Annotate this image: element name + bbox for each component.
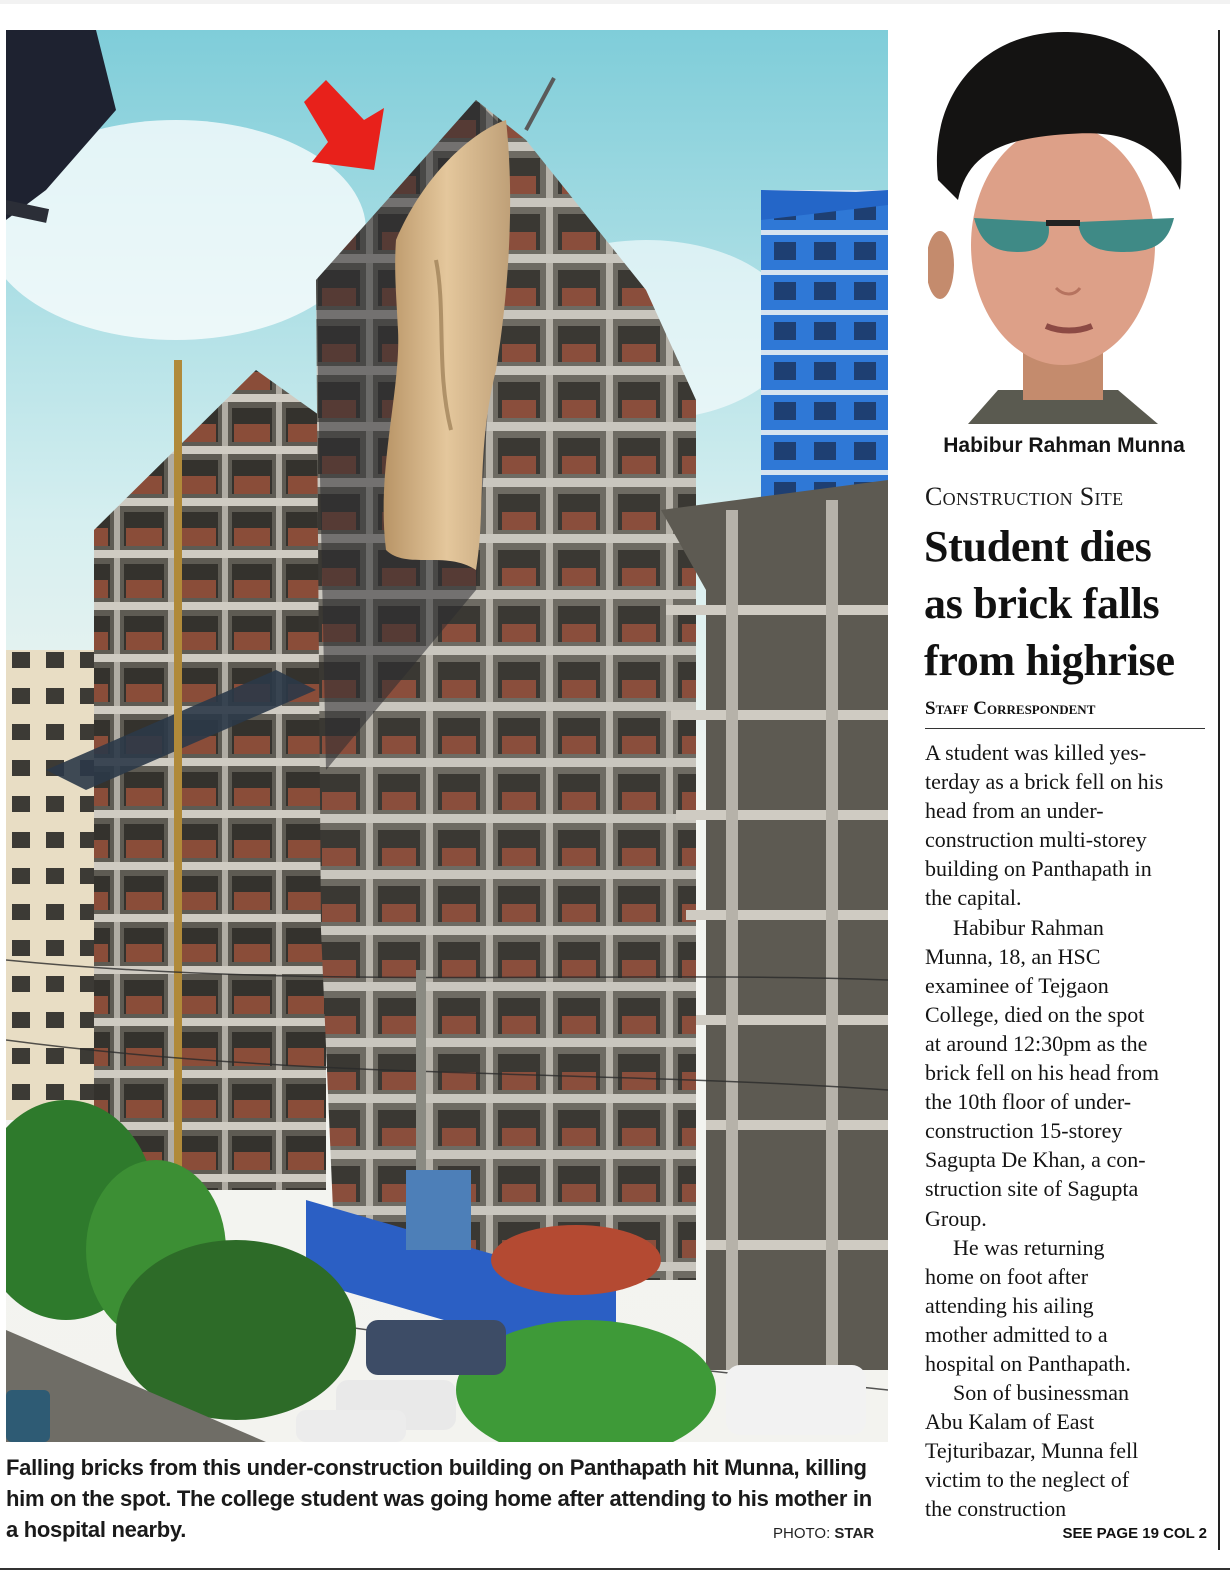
body-line: Munna, 18, an HSC — [925, 943, 1101, 969]
photo-credit — [773, 1525, 889, 1542]
body-line: Tejturibazar, Munna fell — [925, 1438, 1139, 1464]
body-line: Habibur Rahman — [953, 914, 1104, 940]
body-line: the capital. — [925, 885, 1022, 911]
body-line: hospital on Panthapath. — [925, 1350, 1131, 1376]
body-line: mother admitted to a — [925, 1321, 1108, 1347]
photo-caption — [6, 1452, 886, 1545]
headline-line: as brick falls — [924, 579, 1160, 628]
body-line: attending his ailing — [925, 1292, 1094, 1318]
column-rule — [1218, 30, 1220, 1550]
photo-credit-source: STAR — [834, 1525, 875, 1542]
portrait-name: Habibur Rahman Munna — [943, 434, 1185, 457]
article-headline — [924, 518, 1218, 689]
byline-divider — [925, 728, 1205, 729]
body-line: the 10th floor of under- — [925, 1089, 1132, 1115]
headline-line: from highrise — [924, 636, 1175, 685]
arrow-shape — [304, 80, 384, 170]
body-line: victim to the neglect of — [925, 1467, 1130, 1493]
article-kicker: Construction Site — [925, 482, 1124, 511]
body-line: Son of businessman — [953, 1380, 1129, 1406]
article-body — [925, 738, 1210, 1524]
body-line: head from an under- — [925, 798, 1104, 824]
body-line: examinee of Tejgaon — [925, 972, 1109, 998]
portrait-photo — [928, 30, 1186, 424]
person-portrait-illustration — [928, 30, 1186, 424]
body-line: struction site of Sagupta — [925, 1176, 1139, 1202]
body-line: construction 15-storey — [925, 1118, 1123, 1144]
body-line: brick fell on his head from — [925, 1060, 1159, 1086]
body-line: Sagupta De Khan, a con- — [925, 1147, 1146, 1173]
caption-line: Falling bricks from this under-construction building on Panthapath hit Munna, killing — [6, 1455, 867, 1480]
article-byline: Staff Correspondent — [925, 698, 1096, 719]
body-line: building on Panthapath in — [925, 856, 1152, 882]
body-line: College, died on the spot — [925, 1001, 1145, 1027]
red-arrow-icon — [6, 30, 888, 1442]
continuation-jump-link[interactable]: SEE PAGE 19 COL 2 — [1062, 1525, 1207, 1542]
body-line: terday as a brick fell on his — [925, 769, 1164, 795]
building-photo — [6, 30, 888, 1442]
caption-line: him on the spot. The college student was going home after attending to his mother in — [6, 1486, 872, 1511]
body-line: home on foot after — [925, 1263, 1089, 1289]
body-line: Abu Kalam of East — [925, 1409, 1095, 1435]
bottom-rule — [0, 1568, 1230, 1570]
body-line: construction multi-storey — [925, 827, 1147, 853]
headline-line: Student dies — [924, 522, 1152, 571]
body-line: A student was killed yes- — [925, 740, 1147, 765]
body-line: Group. — [925, 1205, 987, 1231]
photo-credit-label: PHOTO: — [773, 1525, 835, 1542]
top-rule — [0, 0, 1230, 4]
body-line: the construction — [925, 1496, 1067, 1522]
body-line: He was returning — [953, 1234, 1105, 1260]
caption-line: a hospital nearby. — [6, 1517, 187, 1542]
body-line: at around 12:30pm as the — [925, 1030, 1148, 1056]
